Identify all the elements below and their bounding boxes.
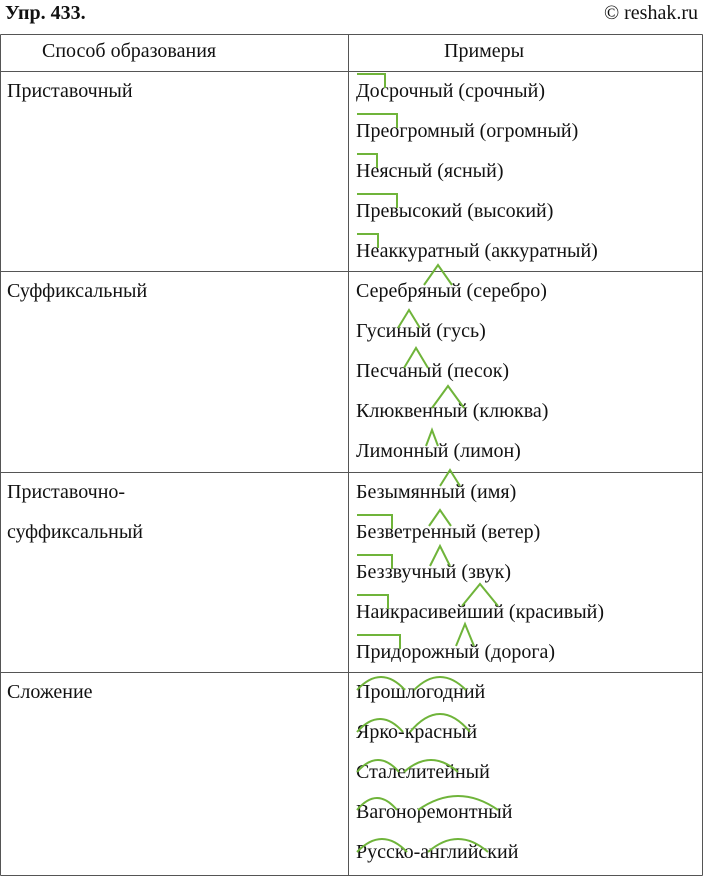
- example-item: Превысокий (высокий): [356, 200, 554, 222]
- example-item: Неясный (ясный): [356, 160, 504, 182]
- example-item: Беззвучный (звук): [356, 561, 512, 583]
- example-item: Наикрасивейший (красивый): [356, 601, 604, 623]
- example-item: Песчаный (песок): [356, 360, 510, 382]
- method-prefix-suffix-line2: суффиксальный: [7, 521, 143, 543]
- example-item: Ярко-красный: [356, 721, 478, 743]
- example-item: Серебряный (серебро): [356, 280, 547, 302]
- example-item: Досрочный (срочный): [356, 80, 545, 102]
- exercise-title: Упр. 433.: [5, 2, 86, 24]
- example-item: Сталелитейный: [356, 761, 490, 783]
- example-item: Русско-английский: [356, 841, 519, 863]
- source-label: © reshak.ru: [603, 2, 698, 24]
- example-item: Лимонный (лимон): [356, 440, 521, 462]
- method-prefix-suffix-line1: Приставочно-: [7, 481, 126, 503]
- method-suffix: Суффиксальный: [7, 280, 148, 302]
- example-item: Безымянный (имя): [356, 481, 517, 503]
- example-item: Гусиный (гусь): [356, 320, 486, 342]
- example-item: Преогромный (огромный): [356, 120, 579, 142]
- column-header-examples: Примеры: [444, 40, 525, 62]
- method-compound: Сложение: [7, 681, 93, 703]
- example-item: Неаккуратный (аккуратный): [356, 240, 598, 262]
- example-item: Безветренный (ветер): [356, 521, 541, 543]
- column-header-method: Способ образования: [42, 40, 217, 62]
- example-item: Клюквенный (клюква): [356, 400, 549, 422]
- example-item: Придорожный (дорога): [356, 641, 556, 663]
- example-item: Вагоноремонтный: [356, 801, 513, 823]
- example-item: Прошлогодний: [356, 681, 486, 703]
- method-prefix: Приставочный: [7, 80, 133, 102]
